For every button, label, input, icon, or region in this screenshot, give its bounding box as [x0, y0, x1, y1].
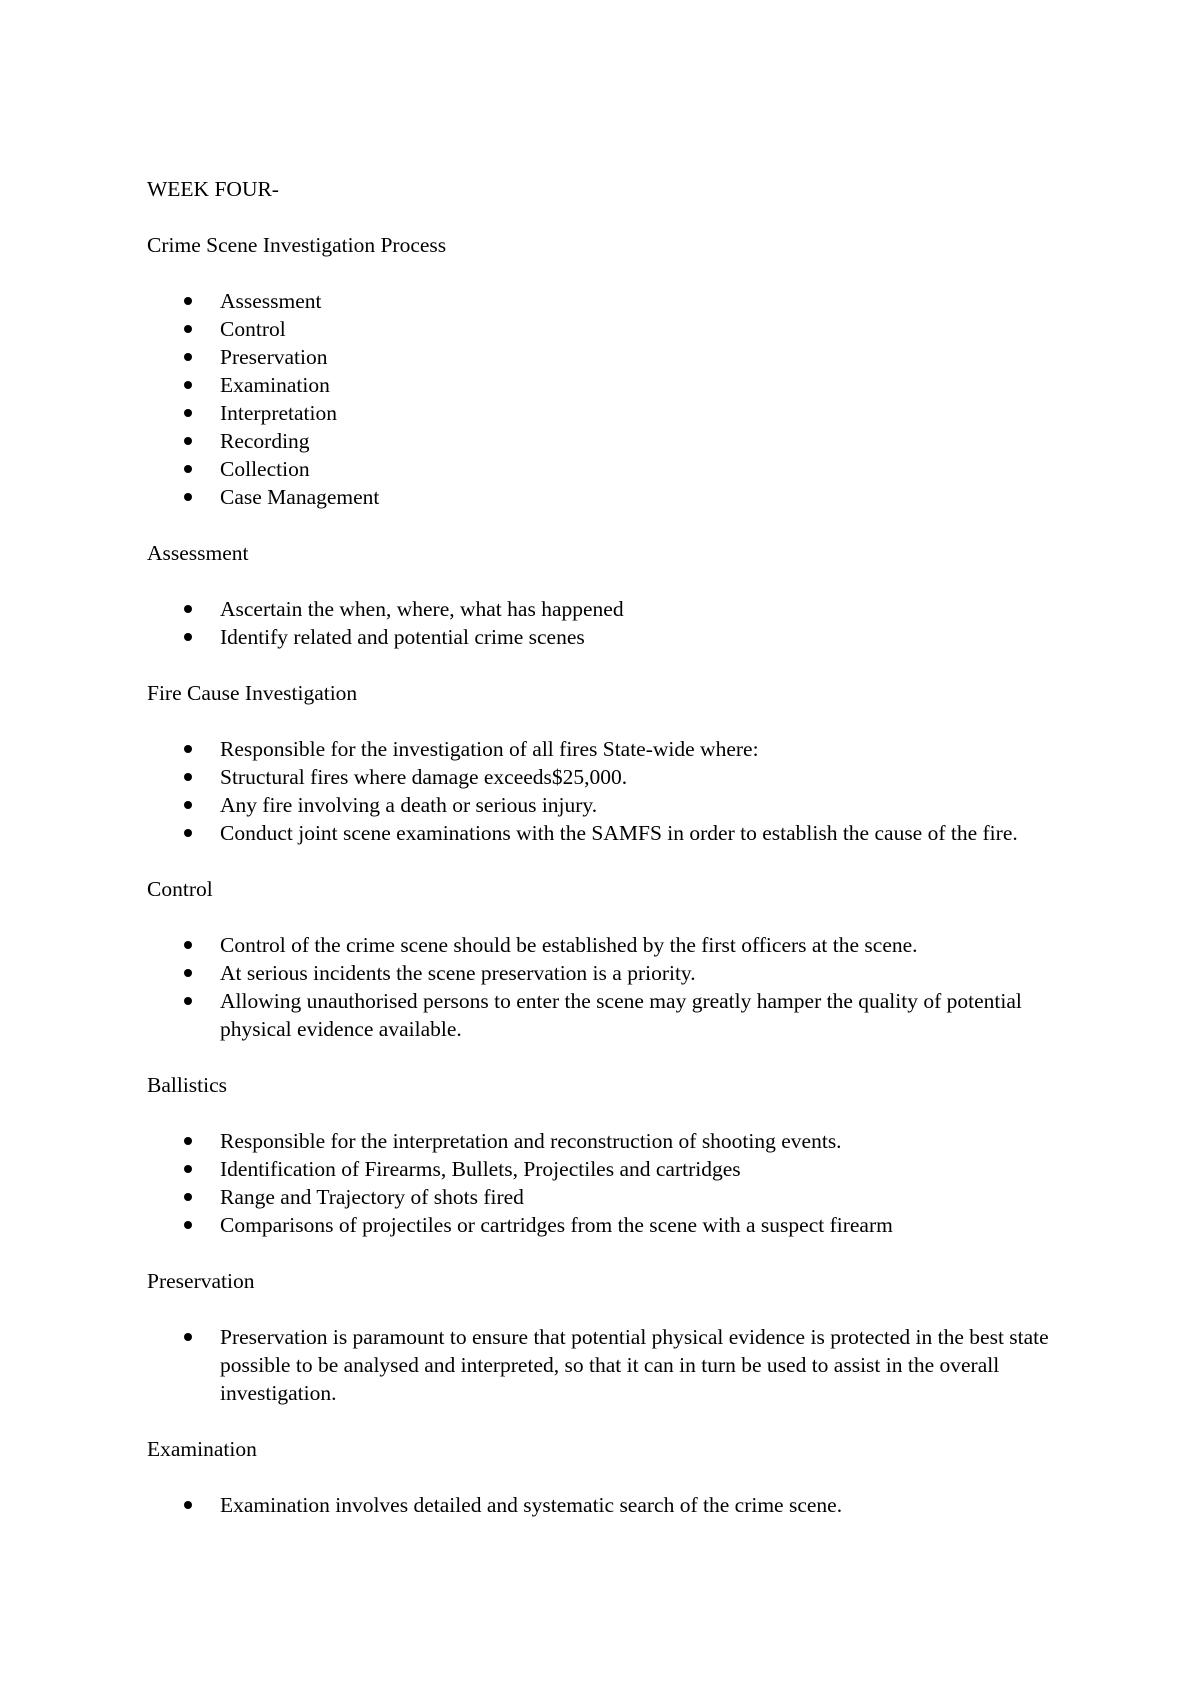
- bullet-list: [147, 1323, 1077, 1407]
- section-heading: Preservation: [147, 1269, 255, 1293]
- list-item: At serious incidents the scene preservation is a priority.: [147, 959, 1077, 987]
- bullet-icon: [184, 437, 192, 445]
- bullet-icon: [184, 465, 192, 473]
- bullet-icon: [184, 773, 192, 781]
- bullet-icon: [184, 941, 192, 949]
- list-item: Responsible for the interpretation and reconstruction of shooting events.: [147, 1127, 1077, 1155]
- list-item: Identify related and potential crime scenes: [147, 623, 1077, 651]
- bullet-list: [147, 595, 1077, 651]
- bullet-list: [147, 1127, 1077, 1239]
- bullet-icon: [184, 745, 192, 753]
- bullet-icon: [184, 1501, 192, 1509]
- bullet-icon: [184, 1221, 192, 1229]
- list-item: Ascertain the when, where, what has happened: [147, 595, 1077, 623]
- list-item: Assessment: [147, 287, 1077, 315]
- bullet-icon: [184, 1165, 192, 1173]
- section-heading: Control: [147, 877, 213, 901]
- bullet-icon: [184, 493, 192, 501]
- list-item: Preservation is paramount to ensure that potential physical evidence is protected in the best state possible to be analysed and interpreted, so that it can in turn be used to assist in the overall investigation.: [147, 1323, 1077, 1407]
- section-heading: Fire Cause Investigation: [147, 681, 358, 705]
- list-item: Identification of Firearms, Bullets, Projectiles and cartridges: [147, 1155, 1077, 1183]
- list-item: Any fire involving a death or serious injury.: [147, 791, 1077, 819]
- bullet-icon: [184, 381, 192, 389]
- list-item: Case Management: [147, 483, 1077, 511]
- bullet-icon: [184, 633, 192, 641]
- bullet-icon: [184, 353, 192, 361]
- list-item: Interpretation: [147, 399, 1077, 427]
- bullet-icon: [184, 605, 192, 613]
- bullet-icon: [184, 297, 192, 305]
- list-item: Range and Trajectory of shots fired: [147, 1183, 1077, 1211]
- bullet-icon: [184, 409, 192, 417]
- bullet-list: [147, 1491, 1077, 1519]
- list-item: Allowing unauthorised persons to enter the scene may greatly hamper the quality of potential physical evidence available.: [147, 987, 1077, 1043]
- bullet-icon: [184, 1333, 192, 1341]
- bullet-list: [147, 735, 1077, 847]
- list-item: Comparisons of projectiles or cartridges from the scene with a suspect firearm: [147, 1211, 1077, 1239]
- list-item: Preservation: [147, 343, 1077, 371]
- list-item: Examination involves detailed and systematic search of the crime scene.: [147, 1491, 1077, 1519]
- document-title: WEEK FOUR-: [147, 177, 279, 201]
- document-body: [147, 175, 1077, 1547]
- bullet-list: [147, 931, 1077, 1043]
- bullet-icon: [184, 1193, 192, 1201]
- list-item: Collection: [147, 455, 1077, 483]
- bullet-icon: [184, 997, 192, 1005]
- list-item: Recording: [147, 427, 1077, 455]
- list-item: Examination: [147, 371, 1077, 399]
- bullet-icon: [184, 969, 192, 977]
- section-heading: Assessment: [147, 541, 249, 565]
- list-item: Conduct joint scene examinations with the SAMFS in order to establish the cause of the fire.: [147, 819, 1077, 847]
- bullet-list: [147, 287, 1077, 511]
- list-item: Control of the crime scene should be established by the first officers at the scene.: [147, 931, 1077, 959]
- section-heading: Ballistics: [147, 1073, 228, 1097]
- bullet-icon: [184, 325, 192, 333]
- bullet-icon: [184, 829, 192, 837]
- section-heading: Crime Scene Investigation Process: [147, 233, 447, 257]
- bullet-icon: [184, 1137, 192, 1145]
- list-item: Responsible for the investigation of all fires State-wide where:: [147, 735, 1077, 763]
- list-item: Control: [147, 315, 1077, 343]
- list-item: Structural fires where damage exceeds$25,000.: [147, 763, 1077, 791]
- section-heading: Examination: [147, 1437, 257, 1461]
- bullet-icon: [184, 801, 192, 809]
